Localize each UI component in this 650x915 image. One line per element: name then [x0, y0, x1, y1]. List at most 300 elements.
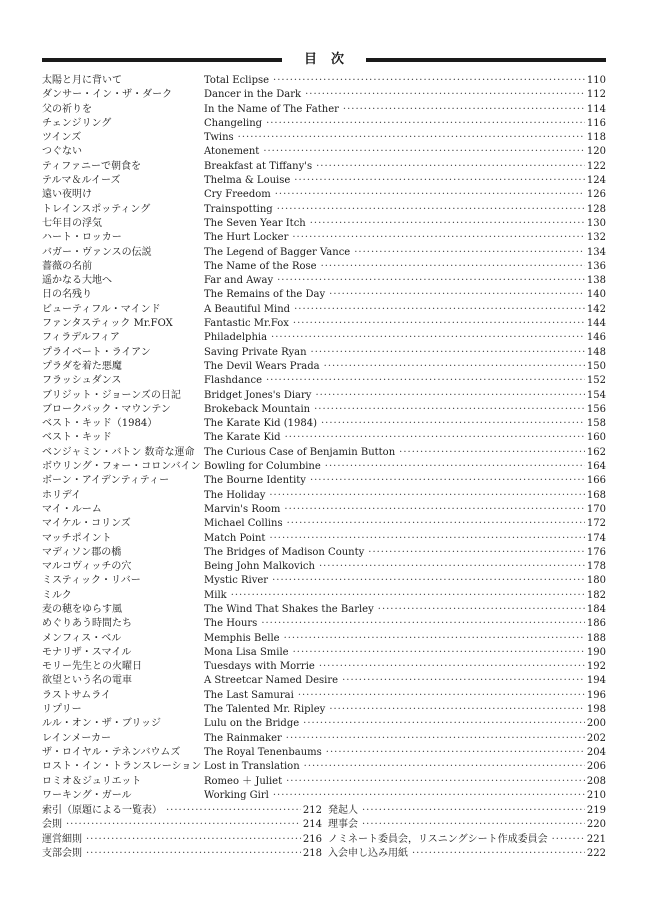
page-number: 221 [586, 833, 606, 845]
dot-leader [311, 346, 585, 360]
japanese-title: モナリザ・スマイル [42, 646, 132, 658]
original-title: Memphis Belle [204, 632, 284, 646]
toc-entry[interactable] [42, 331, 606, 345]
toc-entry[interactable] [42, 360, 606, 374]
entry-leader [204, 246, 606, 260]
toc-entry[interactable] [42, 203, 606, 217]
dot-leader [277, 274, 585, 288]
appendix-label: 理事会 [328, 819, 358, 831]
dot-leader [86, 847, 301, 861]
original-title: Milk [204, 589, 231, 603]
original-title: Atonement [204, 145, 263, 159]
japanese-title: ブロークバック・マウンテン [42, 403, 171, 415]
japanese-title: リプリー [42, 704, 82, 716]
japanese-title: トレインスポッティング [42, 203, 151, 215]
dot-leader [329, 703, 585, 717]
dot-leader [319, 560, 585, 574]
entry-leader [204, 560, 606, 574]
page-number: 136 [586, 260, 606, 272]
entry-leader [204, 131, 606, 145]
original-title: Mystic River [204, 574, 272, 588]
dot-leader [329, 288, 585, 302]
page-number: 200 [586, 718, 606, 730]
original-title: Lulu on the Bridge [204, 717, 303, 731]
japanese-title: マッチポイント [42, 532, 112, 544]
original-title: The Karate Kid (1984) [204, 417, 321, 431]
page-number: 126 [586, 189, 606, 201]
japanese-title: 太陽と月に背いて [42, 75, 122, 86]
appendix-entry[interactable] [328, 804, 606, 818]
original-title: Being John Malkovich [204, 560, 319, 574]
toc-entry[interactable] [42, 489, 606, 503]
page-number: 162 [586, 446, 606, 458]
entry-leader [204, 589, 606, 603]
toc-entry[interactable] [42, 188, 606, 202]
original-title: Twins [204, 131, 238, 145]
dot-leader [412, 847, 585, 861]
original-title: Far and Away [204, 274, 277, 288]
dot-leader [266, 374, 585, 388]
dot-leader [324, 360, 585, 374]
page-number: 142 [586, 303, 606, 315]
entry-leader [204, 760, 606, 774]
original-title: Bridget Jones's Diary [204, 389, 315, 403]
toc-entry[interactable] [42, 660, 606, 674]
japanese-title: ボウリング・フォー・コロンバイン [42, 461, 201, 473]
japanese-title: 父の祈りを [42, 103, 92, 115]
entry-leader [204, 217, 606, 231]
entry-leader [204, 331, 606, 345]
page-number: 208 [586, 775, 606, 787]
japanese-title: ロミオ＆ジュリエット [42, 775, 142, 787]
dot-leader [305, 88, 585, 102]
toc-entry[interactable] [42, 303, 606, 317]
toc-entry[interactable] [42, 88, 606, 102]
dot-leader [354, 246, 585, 260]
appendix-entry[interactable] [328, 833, 606, 847]
entry-leader [204, 574, 606, 588]
toc-entry[interactable] [42, 346, 606, 360]
dot-leader [263, 145, 585, 159]
entry-leader [204, 103, 606, 117]
dot-leader [284, 632, 585, 646]
appendix-entry[interactable] [42, 804, 322, 818]
toc-entry[interactable] [42, 389, 606, 403]
page-number: 206 [586, 761, 606, 773]
original-title: The Last Samurai [204, 689, 298, 703]
appendix-entry[interactable] [42, 818, 322, 832]
dot-leader [321, 417, 585, 431]
appendix-row [42, 804, 606, 818]
appendix-label: 入会申し込み用紙 [328, 847, 408, 859]
japanese-title: 薔薇の名前 [42, 260, 92, 272]
page-number: 166 [586, 475, 606, 487]
dot-leader [231, 589, 585, 603]
toc-entry[interactable] [42, 145, 606, 159]
dot-leader [86, 833, 301, 847]
toc-entry[interactable] [42, 560, 606, 574]
appendix-entry[interactable] [328, 847, 606, 861]
entry-leader [204, 417, 606, 431]
original-title: The Remains of the Day [204, 288, 329, 302]
japanese-title: プライベート・ライアン [42, 346, 151, 358]
appendix-entry[interactable] [42, 833, 322, 847]
original-title: Bowling for Columbine [204, 460, 325, 474]
page-number: 210 [586, 789, 606, 801]
japanese-title: テルマ＆ルイーズ [42, 175, 121, 187]
dot-leader [316, 160, 585, 174]
japanese-title: 日の名残り [42, 289, 92, 301]
toc-entry[interactable] [42, 417, 606, 431]
japanese-title: バガー・ヴァンスの伝説 [42, 246, 152, 258]
toc-entry[interactable] [42, 217, 606, 231]
original-title: A Streetcar Named Desire [204, 674, 342, 688]
entry-leader [204, 532, 606, 546]
dot-leader [321, 260, 585, 274]
original-title: Total Eclipse [204, 74, 273, 88]
page-number: 110 [586, 75, 606, 86]
page-number: 148 [586, 346, 606, 358]
japanese-title: ミスティック・リバー [42, 575, 141, 587]
japanese-title: マイケル・コリンズ [42, 518, 131, 530]
toc-entry[interactable] [42, 260, 606, 274]
japanese-title: ブリジット・ジョーンズの日記 [42, 389, 181, 401]
page-number: 190 [586, 646, 606, 658]
toc-entry[interactable] [42, 689, 606, 703]
dot-leader [310, 217, 585, 231]
page-number: 114 [586, 103, 606, 115]
page-title: 目次 [303, 52, 358, 67]
dot-leader [266, 117, 585, 131]
toc-list [42, 74, 606, 803]
page-number: 128 [586, 203, 606, 215]
original-title: The Bourne Identity [204, 474, 310, 488]
page-number: 118 [586, 132, 606, 144]
dot-leader [285, 431, 585, 445]
original-title: Saving Private Ryan [204, 346, 311, 360]
page-number: 212 [302, 805, 322, 816]
toc-entry[interactable] [42, 674, 606, 688]
page-number: 130 [586, 217, 606, 229]
original-title: The Name of the Rose [204, 260, 321, 274]
appendix-row [42, 847, 606, 861]
original-title: Flashdance [204, 374, 266, 388]
page-number: 122 [586, 160, 606, 172]
japanese-title: マディソン郡の橋 [42, 546, 122, 558]
page-number: 182 [586, 589, 606, 601]
dot-leader [294, 174, 585, 188]
toc-entry[interactable] [42, 403, 606, 417]
entry-leader [204, 732, 606, 746]
japanese-title: ワーキング・ガール [42, 789, 132, 801]
toc-entry[interactable] [42, 746, 606, 760]
toc-entry[interactable] [42, 288, 606, 302]
toc-entry[interactable] [42, 532, 606, 546]
toc-entry[interactable] [42, 117, 606, 131]
entry-leader [204, 546, 606, 560]
dot-leader [271, 331, 585, 345]
entry-leader [204, 446, 606, 460]
japanese-title: モリー先生との火曜日 [42, 661, 142, 673]
dot-leader [315, 389, 584, 403]
toc-entry[interactable] [42, 574, 606, 588]
dot-leader [319, 660, 585, 674]
japanese-title: マイ・ルーム [42, 503, 102, 515]
toc-entry[interactable] [42, 646, 606, 660]
original-title: A Beautiful Mind [204, 303, 294, 317]
dot-leader [362, 804, 585, 818]
page-number: 160 [586, 432, 606, 444]
entry-leader [204, 689, 606, 703]
page-number: 219 [586, 805, 606, 816]
entry-leader [204, 660, 606, 674]
entry-leader [204, 646, 606, 660]
entry-leader [204, 231, 606, 245]
original-title: The Holiday [204, 489, 269, 503]
original-title: The Karate Kid [204, 431, 285, 445]
toc-entry[interactable] [42, 74, 606, 88]
entry-leader [204, 160, 606, 174]
entry-leader [204, 632, 606, 646]
toc-entry[interactable] [42, 603, 606, 617]
entry-leader [204, 460, 606, 474]
japanese-title: マルコヴィッチの穴 [42, 561, 132, 573]
original-title: Philadelphia [204, 331, 271, 345]
original-title: Trainspotting [204, 203, 277, 217]
dot-leader [273, 74, 585, 88]
toc-entry[interactable] [42, 717, 606, 731]
entry-leader [204, 374, 606, 388]
appendix-label: 索引（原題による一覧表） [42, 805, 162, 816]
japanese-title: ホリデイ [42, 489, 82, 501]
toc-entry[interactable] [42, 446, 606, 460]
toc-entry[interactable] [42, 246, 606, 260]
original-title: The Hours [204, 617, 261, 631]
page-number: 150 [586, 360, 606, 372]
entry-leader [204, 474, 606, 488]
entry-leader [204, 703, 606, 717]
toc-entry[interactable] [42, 632, 606, 646]
page-number: 134 [586, 246, 606, 258]
entry-leader [204, 674, 606, 688]
dot-leader [298, 689, 585, 703]
dot-leader [378, 603, 585, 617]
japanese-title: ツインズ [42, 132, 82, 144]
japanese-title: チェンジリング [42, 117, 112, 129]
page-number: 184 [586, 603, 606, 615]
japanese-title: 遥かなる大地へ [42, 275, 112, 287]
original-title: Cry Freedom [204, 188, 275, 202]
entry-leader [204, 503, 606, 517]
page-number: 152 [586, 375, 606, 387]
original-title: Mona Lisa Smile [204, 646, 293, 660]
dot-leader [293, 317, 585, 331]
header-rule-right [366, 58, 606, 62]
dot-leader [303, 717, 585, 731]
entry-leader [204, 317, 606, 331]
entry-leader [204, 274, 606, 288]
page-number: 176 [586, 546, 606, 558]
toc-entry[interactable] [42, 431, 606, 445]
page-number: 124 [586, 175, 606, 187]
appendix-list [42, 804, 606, 861]
original-title: Lost in Translation [204, 760, 304, 774]
original-title: Match Point [204, 532, 269, 546]
dot-leader [66, 818, 301, 832]
japanese-title: ボーン・アイデンティティー [42, 475, 170, 487]
dot-leader [269, 532, 584, 546]
page-number: 188 [586, 632, 606, 644]
entry-leader [204, 260, 606, 274]
dot-leader [325, 460, 585, 474]
original-title: Marvin's Room [204, 503, 284, 517]
appendix-label: 発起人 [328, 805, 358, 816]
original-title: Dancer in the Dark [204, 88, 305, 102]
page-number: 156 [586, 403, 606, 415]
original-title: The Rainmaker [204, 732, 286, 746]
toc-entry[interactable] [42, 274, 606, 288]
toc-entry[interactable] [42, 760, 606, 774]
toc-entry[interactable] [42, 474, 606, 488]
dot-leader [286, 775, 585, 789]
original-title: Michael Collins [204, 517, 287, 531]
page-number: 168 [586, 489, 606, 501]
dot-leader [362, 818, 585, 832]
entry-leader [204, 145, 606, 159]
page-number: 120 [586, 146, 606, 158]
entry-leader [204, 389, 606, 403]
dot-leader [293, 646, 585, 660]
japanese-title: プラダを着た悪魔 [42, 360, 122, 372]
original-title: Brokeback Mountain [204, 403, 314, 417]
original-title: In the Name of The Father [204, 103, 343, 117]
toc-entry[interactable] [42, 174, 606, 188]
entry-leader [204, 288, 606, 302]
japanese-title: ロスト・イン・トランスレーション [42, 761, 202, 773]
dot-leader [326, 746, 585, 760]
entry-leader [204, 403, 606, 417]
original-title: The Legend of Bagger Vance [204, 246, 354, 260]
toc-entry[interactable] [42, 546, 606, 560]
toc-entry[interactable] [42, 775, 606, 789]
toc-entry[interactable] [42, 703, 606, 717]
toc-entry[interactable] [42, 103, 606, 117]
dot-leader [166, 804, 301, 818]
entry-leader [204, 431, 606, 445]
dot-leader [310, 474, 585, 488]
entry-leader [204, 775, 606, 789]
page-number: 170 [586, 503, 606, 515]
dot-leader [272, 574, 585, 588]
japanese-title: ベンジャミン・バトン 数奇な運命 [42, 446, 195, 458]
japanese-title: フィラデルフィア [42, 332, 120, 344]
page-number: 194 [586, 675, 606, 687]
entry-leader [204, 717, 606, 731]
page-number: 164 [586, 461, 606, 473]
page-number: 180 [586, 575, 606, 587]
entry-leader [204, 117, 606, 131]
dot-leader [552, 833, 585, 847]
page-number: 216 [302, 833, 322, 845]
japanese-title: 麦の穂をゆらす風 [42, 603, 122, 615]
original-title: The Wind That Shakes the Barley [204, 603, 378, 617]
appendix-label: 会則 [42, 819, 62, 831]
toc-entry[interactable] [42, 789, 606, 803]
appendix-entry[interactable] [328, 818, 606, 832]
japanese-title: レインメーカー [42, 732, 111, 744]
entry-leader [204, 517, 606, 531]
entry-leader [204, 489, 606, 503]
original-title: The Hurt Locker [204, 231, 292, 245]
toc-entry[interactable] [42, 374, 606, 388]
toc-entry[interactable] [42, 617, 606, 631]
dot-leader [343, 103, 585, 117]
entry-leader [204, 789, 606, 803]
toc-entry[interactable] [42, 589, 606, 603]
appendix-row [42, 833, 606, 847]
toc-entry[interactable] [42, 732, 606, 746]
entry-leader [204, 74, 606, 88]
toc-entry[interactable] [42, 131, 606, 145]
toc-entry[interactable] [42, 160, 606, 174]
entry-leader [204, 88, 606, 102]
japanese-title: ミルク [42, 589, 72, 601]
original-title: The Curious Case of Benjamin Button [204, 446, 399, 460]
page-number: 174 [586, 532, 606, 544]
japanese-title: ハート・ロッカー [42, 232, 122, 244]
japanese-title: メンフィス・ベル [42, 632, 122, 644]
page-number: 132 [586, 232, 606, 244]
japanese-title: ベスト・キッド [42, 432, 112, 444]
page-number: 138 [586, 275, 606, 287]
entry-leader [204, 360, 606, 374]
toc-entry[interactable] [42, 460, 606, 474]
original-title: The Talented Mr. Ripley [204, 703, 329, 717]
japanese-title: ダンサー・イン・ザ・ダーク [42, 89, 173, 101]
appendix-entry[interactable] [42, 847, 322, 861]
toc-entry[interactable] [42, 317, 606, 331]
page-number: 220 [586, 819, 606, 831]
japanese-title: ルル・オン・ザ・ブリッジ [42, 718, 161, 730]
dot-leader [273, 789, 585, 803]
japanese-title: 七年目の浮気 [42, 217, 102, 229]
page-number: 214 [302, 819, 322, 831]
page-number: 140 [586, 289, 606, 301]
japanese-title: ファンタスティック Mr.FOX [42, 318, 173, 330]
page-number: 146 [586, 332, 606, 344]
page-number: 196 [586, 689, 606, 701]
page-number: 198 [586, 704, 606, 716]
japanese-title: 欲望という名の電車 [42, 675, 132, 687]
entry-leader [204, 303, 606, 317]
toc-header [42, 52, 606, 68]
page-number: 154 [586, 389, 606, 401]
original-title: The Bridges of Madison County [204, 546, 368, 560]
toc-entry[interactable] [42, 503, 606, 517]
japanese-title: ラストサムライ [42, 689, 111, 701]
page-number: 116 [586, 117, 606, 129]
original-title: Breakfast at Tiffany's [204, 160, 316, 174]
japanese-title: つぐない [42, 146, 82, 158]
original-title: Tuesdays with Morrie [204, 660, 319, 674]
toc-entry[interactable] [42, 231, 606, 245]
dot-leader [304, 760, 585, 774]
original-title: The Devil Wears Prada [204, 360, 324, 374]
toc-entry[interactable] [42, 517, 606, 531]
page-number: 202 [586, 732, 606, 744]
original-title: The Royal Tenenbaums [204, 746, 326, 760]
entry-leader [204, 603, 606, 617]
